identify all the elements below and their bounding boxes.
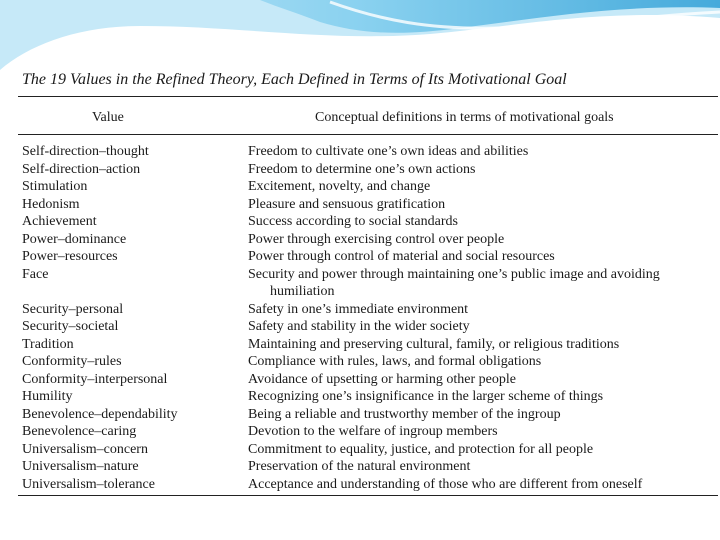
header-rule bbox=[18, 134, 718, 135]
values-table bbox=[22, 143, 718, 493]
value-name: Universalism–concern bbox=[22, 441, 148, 457]
value-name: Tradition bbox=[22, 336, 74, 352]
table-row bbox=[22, 213, 718, 231]
value-definition: Freedom to determine one’s own actions bbox=[248, 161, 476, 177]
table-row bbox=[22, 406, 718, 424]
value-name: Conformity–interpersonal bbox=[22, 371, 168, 387]
table-bottom-rule bbox=[18, 495, 718, 496]
value-definition: Freedom to cultivate one’s own ideas and abilities bbox=[248, 144, 529, 159]
value-definition: Acceptance and understanding of those who are different from oneself bbox=[248, 476, 643, 492]
table-row bbox=[22, 196, 718, 214]
value-definition: Pleasure and sensuous gratification bbox=[248, 196, 446, 212]
table-top-rule bbox=[18, 96, 718, 97]
value-definition: Preservation of the natural environment bbox=[248, 459, 471, 474]
table-row bbox=[22, 476, 718, 494]
value-name: Face bbox=[22, 266, 49, 282]
table-caption: The 19 Values in the Refined Theory, Each Defined in Terms of Its Motivational Goal bbox=[22, 71, 567, 88]
value-definition: Maintaining and preserving cultural, family, or religious traditions bbox=[248, 336, 620, 352]
value-definition: Safety and stability in the wider society bbox=[248, 319, 470, 334]
value-name: Humility bbox=[22, 389, 73, 404]
column-header-definition: Conceptual definitions in terms of motivational goals bbox=[315, 110, 614, 125]
table-row bbox=[22, 143, 718, 161]
value-definition: Being a reliable and trustworthy member of the ingroup bbox=[248, 406, 561, 422]
value-name: Stimulation bbox=[22, 179, 88, 194]
value-name: Security–societal bbox=[22, 319, 119, 334]
table-row bbox=[22, 248, 718, 266]
table-row bbox=[22, 178, 718, 196]
table-row bbox=[22, 266, 718, 301]
value-name: Self-direction–thought bbox=[22, 144, 149, 159]
value-definition: Success according to social standards bbox=[248, 214, 458, 229]
table-row bbox=[22, 301, 718, 319]
table-row bbox=[22, 161, 718, 179]
column-header-value: Value bbox=[92, 110, 124, 125]
value-name: Hedonism bbox=[22, 196, 80, 212]
value-definition: Avoidance of upsetting or harming other people bbox=[248, 371, 516, 387]
value-name: Benevolence–caring bbox=[22, 424, 137, 439]
table-row bbox=[22, 441, 718, 459]
value-definition: Recognizing one’s insignificance in the larger scheme of things bbox=[248, 389, 604, 404]
table-row bbox=[22, 336, 718, 354]
value-definition: Excitement, novelty, and change bbox=[248, 179, 431, 194]
value-name: Benevolence–dependability bbox=[22, 406, 178, 422]
value-definition: Security and power through maintaining one’s public image and avoiding humiliation bbox=[248, 266, 660, 299]
value-definition: Power through exercising control over people bbox=[248, 231, 505, 247]
value-name: Power–resources bbox=[22, 249, 118, 264]
value-definition: Power through control of material and social resources bbox=[248, 249, 555, 264]
value-definition: Compliance with rules, laws, and formal obligations bbox=[248, 354, 542, 369]
table-row bbox=[22, 458, 718, 476]
value-definition: Safety in one’s immediate environment bbox=[248, 301, 469, 317]
table-row bbox=[22, 371, 718, 389]
value-name: Universalism–nature bbox=[22, 459, 139, 474]
value-name: Conformity–rules bbox=[22, 354, 122, 369]
table-row bbox=[22, 318, 718, 336]
value-definition: Commitment to equality, justice, and protection for all people bbox=[248, 441, 594, 457]
table-row bbox=[22, 353, 718, 371]
value-name: Self-direction–action bbox=[22, 161, 141, 177]
table-row bbox=[22, 423, 718, 441]
value-name: Achievement bbox=[22, 214, 97, 229]
value-name: Universalism–tolerance bbox=[22, 476, 155, 492]
value-name: Security–personal bbox=[22, 301, 124, 317]
value-name: Power–dominance bbox=[22, 231, 127, 247]
table-row bbox=[22, 388, 718, 406]
value-definition: Devotion to the welfare of ingroup members bbox=[248, 424, 498, 439]
table-row bbox=[22, 231, 718, 249]
